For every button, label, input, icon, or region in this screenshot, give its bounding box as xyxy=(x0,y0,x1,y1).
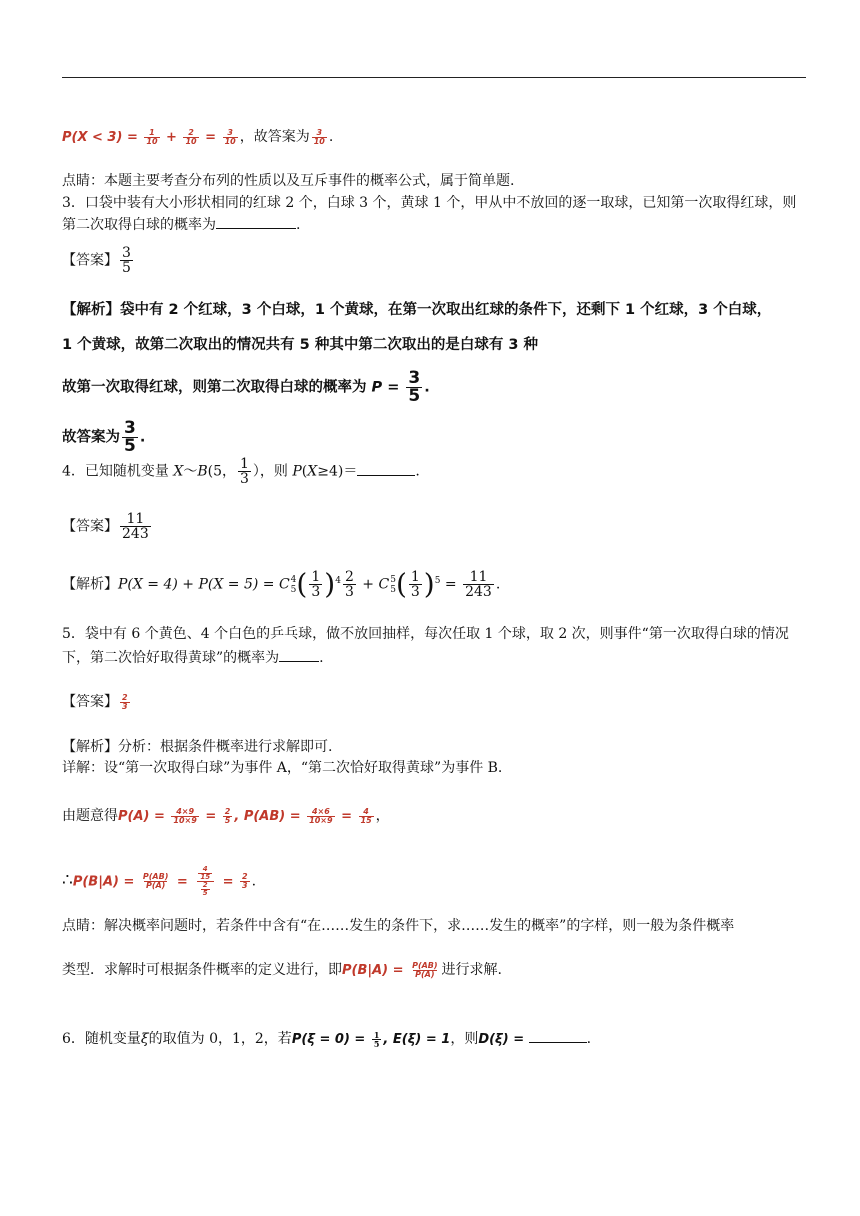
question-4: 4．已知随机变量 X～B(5， $\frac{1}{3}$ ），则 P(X≥4)＝ . xyxy=(62,456,420,487)
fraction: $\frac{3}{5}$ xyxy=(408,368,421,406)
fraction: $\frac{P(AB)}{P(A)}$ xyxy=(412,960,438,979)
combination-index: 4 5 xyxy=(290,574,297,595)
fraction: $\frac{3}{10}$ xyxy=(224,127,236,146)
answer-fraction: $\frac{3}{10}$ xyxy=(313,127,325,146)
q5-solution-line-2: 详解：设“第一次取得白球”为事件 A，“第二次恰好取得黄球”为事件 B. xyxy=(62,760,503,776)
q3-solution-line-3: 故第一次取得红球，则第二次取得白球的概率为 P = $\frac{3}{5}$ . xyxy=(62,368,430,406)
combination-index: 5 5 xyxy=(390,574,396,595)
q5-solution-line-4: ∴P(B|A) = $\frac{P(AB)}{P(A)}$ = $\frac{\frac{4}{15}}{\frac{2}{5}}$ = $\frac{2}{3}$ . xyxy=(62,865,257,897)
fraction: $\frac{1}{3}$ xyxy=(410,569,420,600)
q3-answer: 【答案】 $\frac{3}{5}$ xyxy=(62,245,131,276)
question-6: 6．随机变量ξ的取值为 0，1，2，若P(ξ = 0) = $\frac{1}{5}$ , E(ξ) = 1，则D(ξ) = . xyxy=(62,1029,592,1049)
question-3: 3．口袋中装有大小形状相同的红球 2 个，白球 3 个，黄球 1 个，甲从中不放回的逐一取球，已知第一次取得红球，则第二次取得白球的概率为 . xyxy=(62,195,797,233)
answer-blank xyxy=(529,1028,587,1043)
prob-expression: P(X < 3) = xyxy=(62,130,143,145)
q4-answer: 【答案】 $\frac{11}{243}$ xyxy=(62,511,149,542)
answer-blank xyxy=(216,214,296,229)
q5-note-line-2: 类型．求解时可根据条件概率的定义进行，即P(B|A) = $\frac{P(AB)}{P(A)}$ 进行求解. xyxy=(62,960,502,979)
fraction: $\frac{4\times 9}{10\times 9}$ xyxy=(173,806,197,825)
q5-note-line-1: 点睛：解决概率问题时，若条件中含有“在……发生的条件下，求……发生的概率”的字样，则一般为条件概率 xyxy=(62,918,735,934)
fraction: $\frac{2}{3}$ xyxy=(344,569,354,600)
fraction: $\frac{1}{3}$ xyxy=(311,569,321,600)
previous-note: 点睛：本题主要考查分布列的性质以及互斥事件的概率公式，属于简单题. xyxy=(62,173,515,189)
complex-fraction: $\frac{\frac{4}{15}}{\frac{2}{5}}$ xyxy=(194,866,216,897)
fraction: $\frac{1}{10}$ xyxy=(146,127,158,146)
fraction: $\frac{4\times 6}{10\times 9}$ xyxy=(309,806,333,825)
answer-fraction: $\frac{11}{243}$ xyxy=(122,511,149,542)
q4-solution: 【解析】P(X = 4) + P(X = 5) = C 4 5 ( $\frac{1}{3}$ )$^4$ $\frac{2}{3}$ + C 5 5 ( $\frac{1}{3}$ )$^5$ = $\frac{11}{243}$ . xyxy=(62,567,501,601)
answer-blank xyxy=(357,461,415,476)
q3-solution-line-2: 1 个黄球，故第二次取出的情况共有 5 种其中第二次取出的是白球有 3 种 xyxy=(62,337,539,353)
answer-fraction: $\frac{2}{3}$ xyxy=(122,692,128,711)
header-rule xyxy=(62,77,806,78)
answer-fraction: $\frac{3}{5}$ xyxy=(122,245,131,276)
fraction: $\frac{4}{15}$ xyxy=(360,806,372,825)
result-fraction: $\frac{11}{243}$ xyxy=(465,569,492,600)
q5-solution-line-1: 【解析】分析：根据条件概率进行求解即可. xyxy=(62,739,333,755)
previous-solution-line: P(X < 3) = $\frac{1}{10}$ + $\frac{2}{10}$ = $\frac{3}{10}$ ，故答案为 $\frac{3}{10}$ . xyxy=(62,127,334,146)
q3-solution-line-1: 【解析】袋中有 2 个红球，3 个白球，1 个黄球，在第一次取出红球的条件下，还剩下 1 个红球，3 个白球， xyxy=(62,302,772,318)
fraction: $\frac{1}{3}$ xyxy=(240,456,249,487)
fraction: $\frac{P(AB)}{P(A)}$ xyxy=(142,872,169,890)
fraction: $\frac{2}{5}$ xyxy=(224,806,231,825)
fraction: $\frac{2}{3}$ xyxy=(242,872,248,890)
fraction: $\frac{1}{5}$ xyxy=(373,1029,380,1049)
question-5: 5．袋中有 6 个黄色、4 个白色的乒乓球，做不放回抽样，每次任取 1 个球，取 2 次，则事件“第一次取得白球的情况下，第二次恰好取得黄球”的概率为 . xyxy=(62,626,789,666)
answer-blank xyxy=(279,647,319,662)
q3-solution-line-4: 故答案为 $\frac{3}{5}$ . xyxy=(62,418,146,456)
fraction: $\frac{2}{10}$ xyxy=(185,127,197,146)
q5-solution-line-3: 由题意得P(A) = $\frac{4\times 9}{10\times 9}$ = $\frac{2}{5}$ , P(AB) = $\frac{4\times 6}{10\times 9}$ = $\frac{4}{15}$ ， xyxy=(62,806,390,825)
q5-answer: 【答案】 $\frac{2}{3}$ xyxy=(62,692,128,711)
fraction: $\frac{3}{5}$ xyxy=(124,418,136,456)
